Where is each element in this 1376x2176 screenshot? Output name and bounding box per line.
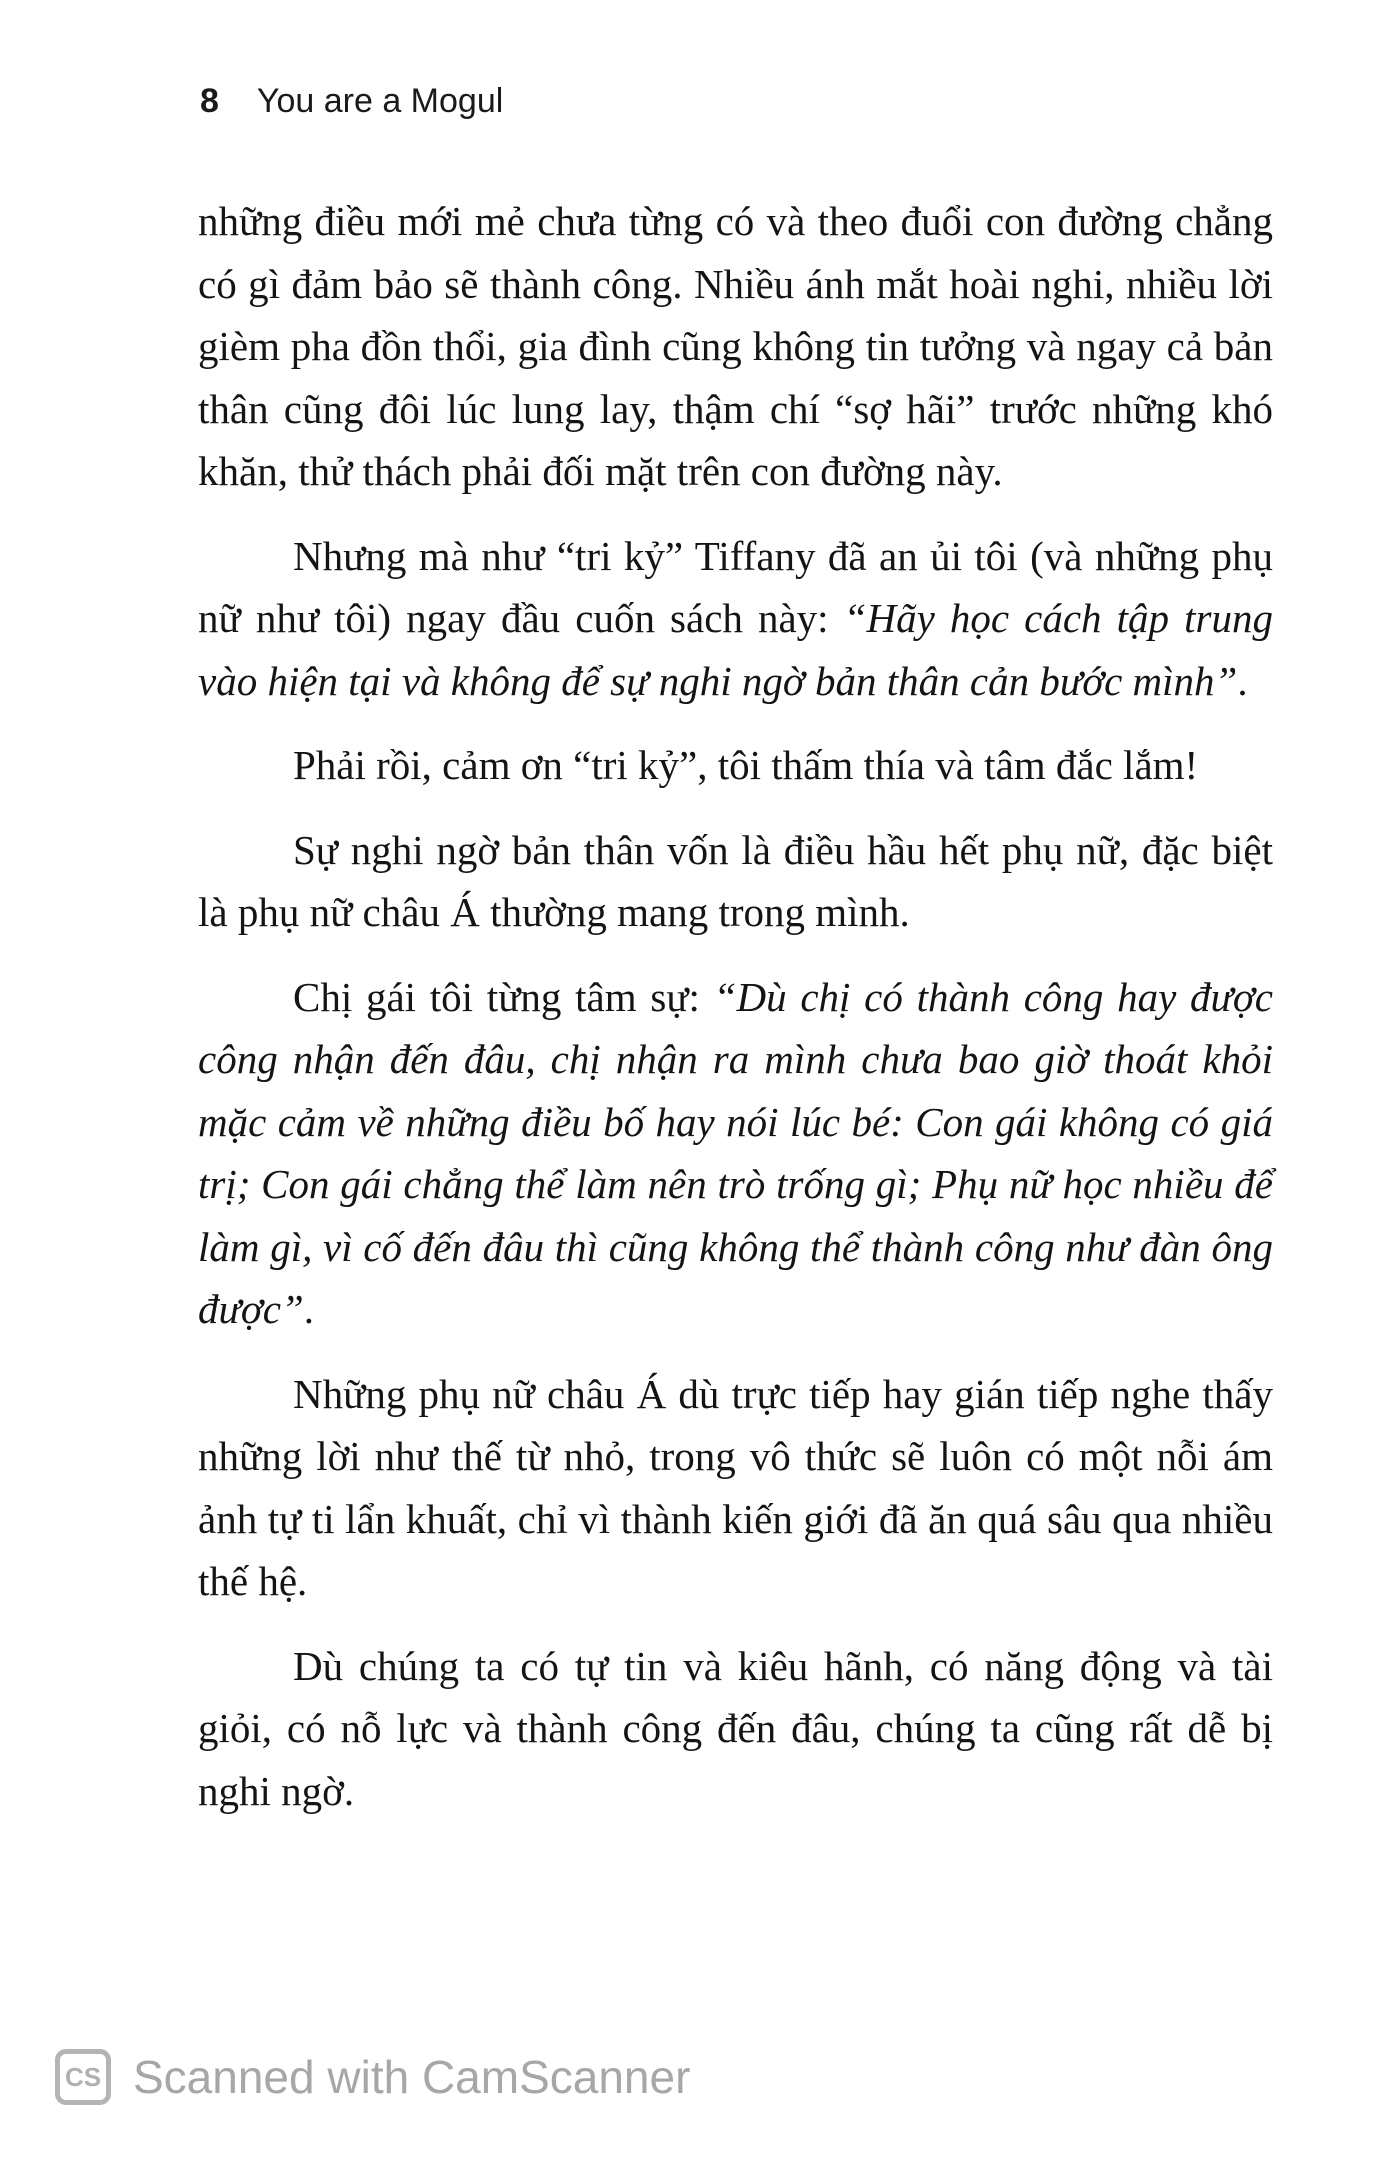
paragraph-asian-women — [198, 1363, 1273, 1613]
paragraph-self-doubt — [198, 819, 1273, 944]
paragraph-end: . — [303, 1286, 314, 1332]
italic-quote: “Dù chị có thành công hay được công nhận đến đâu, chị nhận ra mình chưa bao giờ thoát khỏi mặc cảm về những điều bố hay nói lúc bé: Con gái không có giá trị; Con gái chẳng thể làm nên trò trống gì; Phụ nữ học nhiều để làm gì, vì cố đến đâu thì cũng không thể thành công như đàn ông được” — [198, 973, 1273, 1332]
paragraph-end: . — [1237, 657, 1248, 704]
camscanner-logo-icon — [55, 2049, 111, 2105]
paragraph-continuation — [198, 190, 1273, 503]
paragraph-text: Những phụ nữ châu Á dù trực tiếp hay gián tiếp nghe thấy những lời như thế từ nhỏ, trong vô thức sẽ luôn có một nỗi ám ảnh tự ti lẩn khuất, chỉ vì thành kiến giới đã ăn quá sâu qua nhiều thế hệ. — [198, 1370, 1273, 1604]
logo-text: CS — [64, 2061, 102, 2092]
running-head — [200, 82, 503, 121]
paragraph-tiffany-quote — [198, 525, 1273, 713]
scanner-watermark — [55, 2049, 690, 2105]
book-title: You are a Mogul — [256, 82, 504, 120]
page-number: 8 — [200, 82, 219, 120]
paragraph-text: Phải rồi, cảm ơn “tri kỷ”, tôi thấm thía và tâm đắc lắm! — [293, 742, 1199, 788]
paragraph-text: Sự nghi ngờ bản thân vốn là điều hầu hết phụ nữ, đặc biệt là phụ nữ châu Á thường mang trong mình. — [198, 826, 1273, 935]
page-body — [198, 190, 1273, 1844]
italic-quote: “Hãy học cách tập trung vào hiện tại và không để sự nghi ngờ bản thân cản bước mình” — [198, 595, 1273, 704]
paragraph-text: Nhưng mà như “tri kỷ” Tiffany đã an ủi tôi (và những phụ nữ như tôi) ngay đầu cuốn sách này: — [198, 532, 1273, 641]
scanner-text: Scanned with CamScanner — [133, 2051, 691, 2103]
paragraph-text: những điều mới mẻ chưa từng có và theo đuổi con đường chẳng có gì đảm bảo sẽ thành công. Nhiều ánh mắt hoài nghi, nhiều lời gièm pha đồn thổi, gia đình cũng không tin tưởng và ngay cả bản thân cũng đôi lúc lung lay, thậm chí “sợ hãi” trước những khó khăn, thử thách phải đối mặt trên con đường này. — [198, 198, 1273, 494]
paragraph-text: Chị gái tôi từng tâm sự: — [293, 973, 714, 1020]
paragraph-sister-quote — [198, 966, 1273, 1341]
paragraph-text: Dù chúng ta có tự tin và kiêu hãnh, có năng động và tài giỏi, có nỗ lực và thành công đến đâu, chúng ta cũng rất dễ bị nghi ngờ. — [198, 1642, 1273, 1814]
paragraph-conclusion — [198, 1635, 1273, 1823]
paragraph-thanks — [198, 734, 1273, 797]
